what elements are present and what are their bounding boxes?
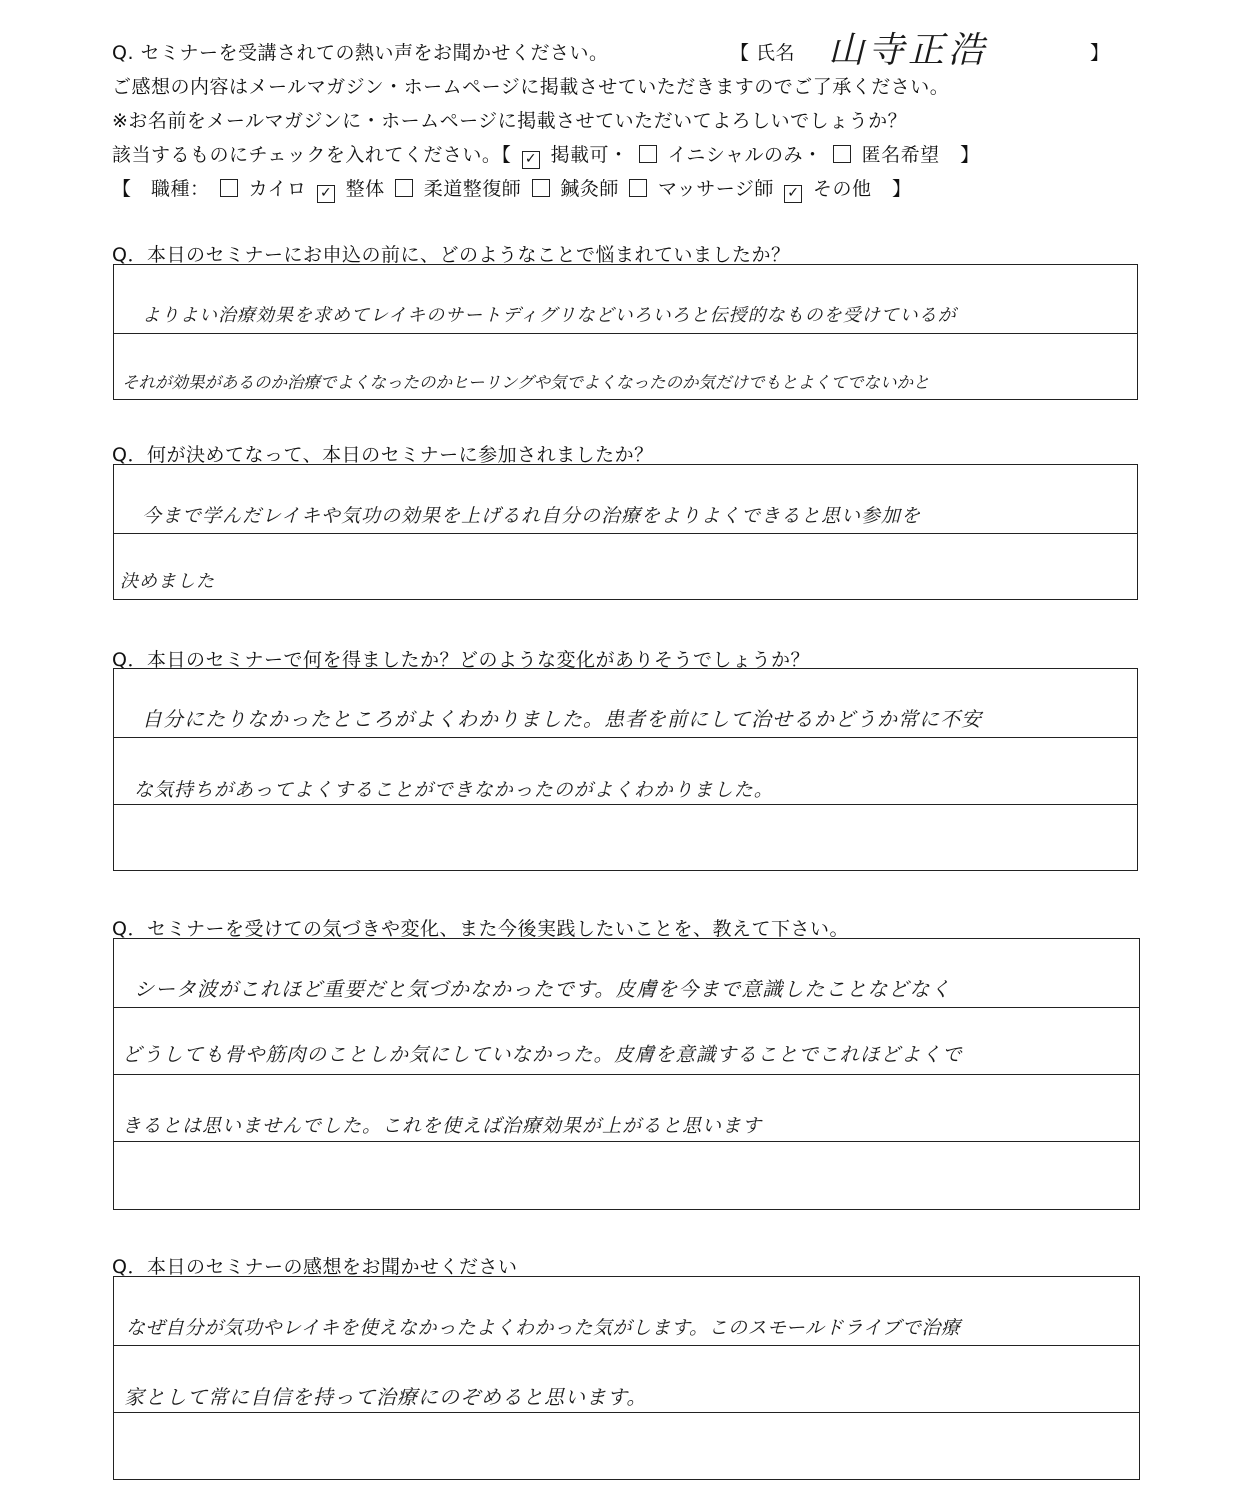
answer-4-line-2: どうしても骨や筋肉のことしか気にしていなかった。皮膚を意識することでこれほどよくで xyxy=(122,1043,963,1066)
question-3: Q．本日のセミナーで何を得ましたか？どのような変化がありそうでしょうか？ xyxy=(112,649,810,671)
name-field-value[interactable]: 山寺正浩 xyxy=(828,30,989,71)
answer-line-divider xyxy=(114,1007,1139,1008)
answer-line-divider xyxy=(114,533,1137,534)
publish-ok-label: 掲載可・ xyxy=(550,144,629,166)
name-field-open: 【 氏名 xyxy=(730,42,796,64)
answer-line-divider xyxy=(114,804,1137,805)
answer-5-line-2: 家として常に自信を持って治療にのぞめると思います。 xyxy=(124,1385,648,1409)
publish-ok-checkbox[interactable]: ✓ xyxy=(522,151,540,169)
answer-line-divider xyxy=(114,1074,1139,1075)
header-line-1 xyxy=(112,38,609,65)
job-acupuncture-label: 鍼灸師 xyxy=(560,178,619,200)
answer-4-line-1: シータ波がこれほど重要だと気づかなかったです。皮膚を今まで意識したことなどなく xyxy=(134,977,952,1001)
answer-box-3[interactable] xyxy=(113,668,1138,871)
job-other-checkbox[interactable]: ✓ xyxy=(784,185,802,203)
job-massage-checkbox[interactable] xyxy=(629,179,647,197)
publish-consent-prompt: 該当するものにチェックを入れてください。【 xyxy=(112,144,512,166)
job-type-row: 【 職種： カイロ ✓ 整体 柔道整復師 鍼灸師 マッサージ師 ✓ その他 】 xyxy=(112,178,912,201)
question-2: Q．何が決めてなって、本日のセミナーに参加されましたか？ xyxy=(112,444,654,466)
answer-line-divider xyxy=(114,737,1137,738)
answer-4-line-3: きるとは思いませんでした。これを使えば治療効果が上がると思います xyxy=(122,1115,763,1137)
answer-1-line-1: よりよい治療効果を求めてレイキのサートディグリなどいろいろと伝授的なものを受けているが xyxy=(142,305,957,326)
job-seitai-checkbox[interactable]: ✓ xyxy=(317,185,335,203)
header-intro: Q. セミナーを受講されての熱い声をお聞かせください。 xyxy=(112,42,609,64)
answer-box-4[interactable] xyxy=(113,938,1140,1210)
answer-1-line-2: それが効果があるのか治療でよくなったのかヒーリングや気でよくなったのか気だけでもとよくてでないかと xyxy=(122,373,930,392)
job-chiro-label: カイロ xyxy=(248,178,307,200)
answer-line-divider xyxy=(114,1412,1139,1413)
publish-consent-row: 該当するものにチェックを入れてください。【 ✓ 掲載可・ イニシャルのみ・ 匿名希望 】 xyxy=(112,144,980,167)
answer-2-line-2: 決めました xyxy=(120,571,215,592)
answer-box-1[interactable] xyxy=(113,264,1138,400)
job-judo-checkbox[interactable] xyxy=(395,179,413,197)
question-5: Q．本日のセミナーの感想をお聞かせください xyxy=(112,1256,518,1278)
answer-line-divider xyxy=(114,1345,1139,1346)
answer-3-line-2: な気持ちがあってよくすることができなかったのがよくわかりました。 xyxy=(134,779,774,801)
answer-line-divider xyxy=(114,333,1137,334)
answer-5-line-1: なぜ自分が気功やレイキを使えなかったよくわかった気がします。このスモールドライブで治療 xyxy=(126,1317,961,1339)
answer-3-line-1: 自分にたりなかったところがよくわかりました。患者を前にして治せるかどうか常に不安 xyxy=(142,707,982,731)
job-type-prompt: 【 職種： xyxy=(112,178,210,200)
answer-box-5[interactable] xyxy=(113,1276,1140,1480)
publish-initials-label: イニシャルのみ・ xyxy=(667,144,823,166)
header-line-3: ※お名前をメールマガジンに・ホームページに掲載させていただいてよろしいでしょうか？ xyxy=(112,110,908,132)
job-judo-label: 柔道整復師 xyxy=(423,178,522,200)
name-field-close: 】 xyxy=(1090,42,1110,64)
job-other-label: その他 xyxy=(812,178,872,200)
question-4: Q．セミナーを受けての気づきや変化、また今後実践したいことを、教えて下さい。 xyxy=(112,918,849,940)
publish-anonymous-label: 匿名希望 xyxy=(861,144,940,166)
answer-box-2[interactable] xyxy=(113,464,1138,600)
job-seitai-label: 整体 xyxy=(345,178,385,200)
job-massage-label: マッサージ師 xyxy=(657,178,774,200)
publish-anonymous-checkbox[interactable] xyxy=(833,145,851,163)
question-1: Q．本日のセミナーにお申込の前に、どのようなことで悩まれていましたか？ xyxy=(112,244,791,266)
job-chiro-checkbox[interactable] xyxy=(220,179,238,197)
answer-2-line-1: 今まで学んだレイキや気功の効果を上げるれ自分の治療をよりよくできると思い参加を xyxy=(142,505,922,527)
answer-line-divider xyxy=(114,1141,1139,1142)
header-line-2: ご感想の内容はメールマガジン・ホームページに掲載させていただきますのでご了承ください。 xyxy=(112,76,950,98)
job-acupuncture-checkbox[interactable] xyxy=(532,179,550,197)
publish-initials-checkbox[interactable] xyxy=(639,145,657,163)
